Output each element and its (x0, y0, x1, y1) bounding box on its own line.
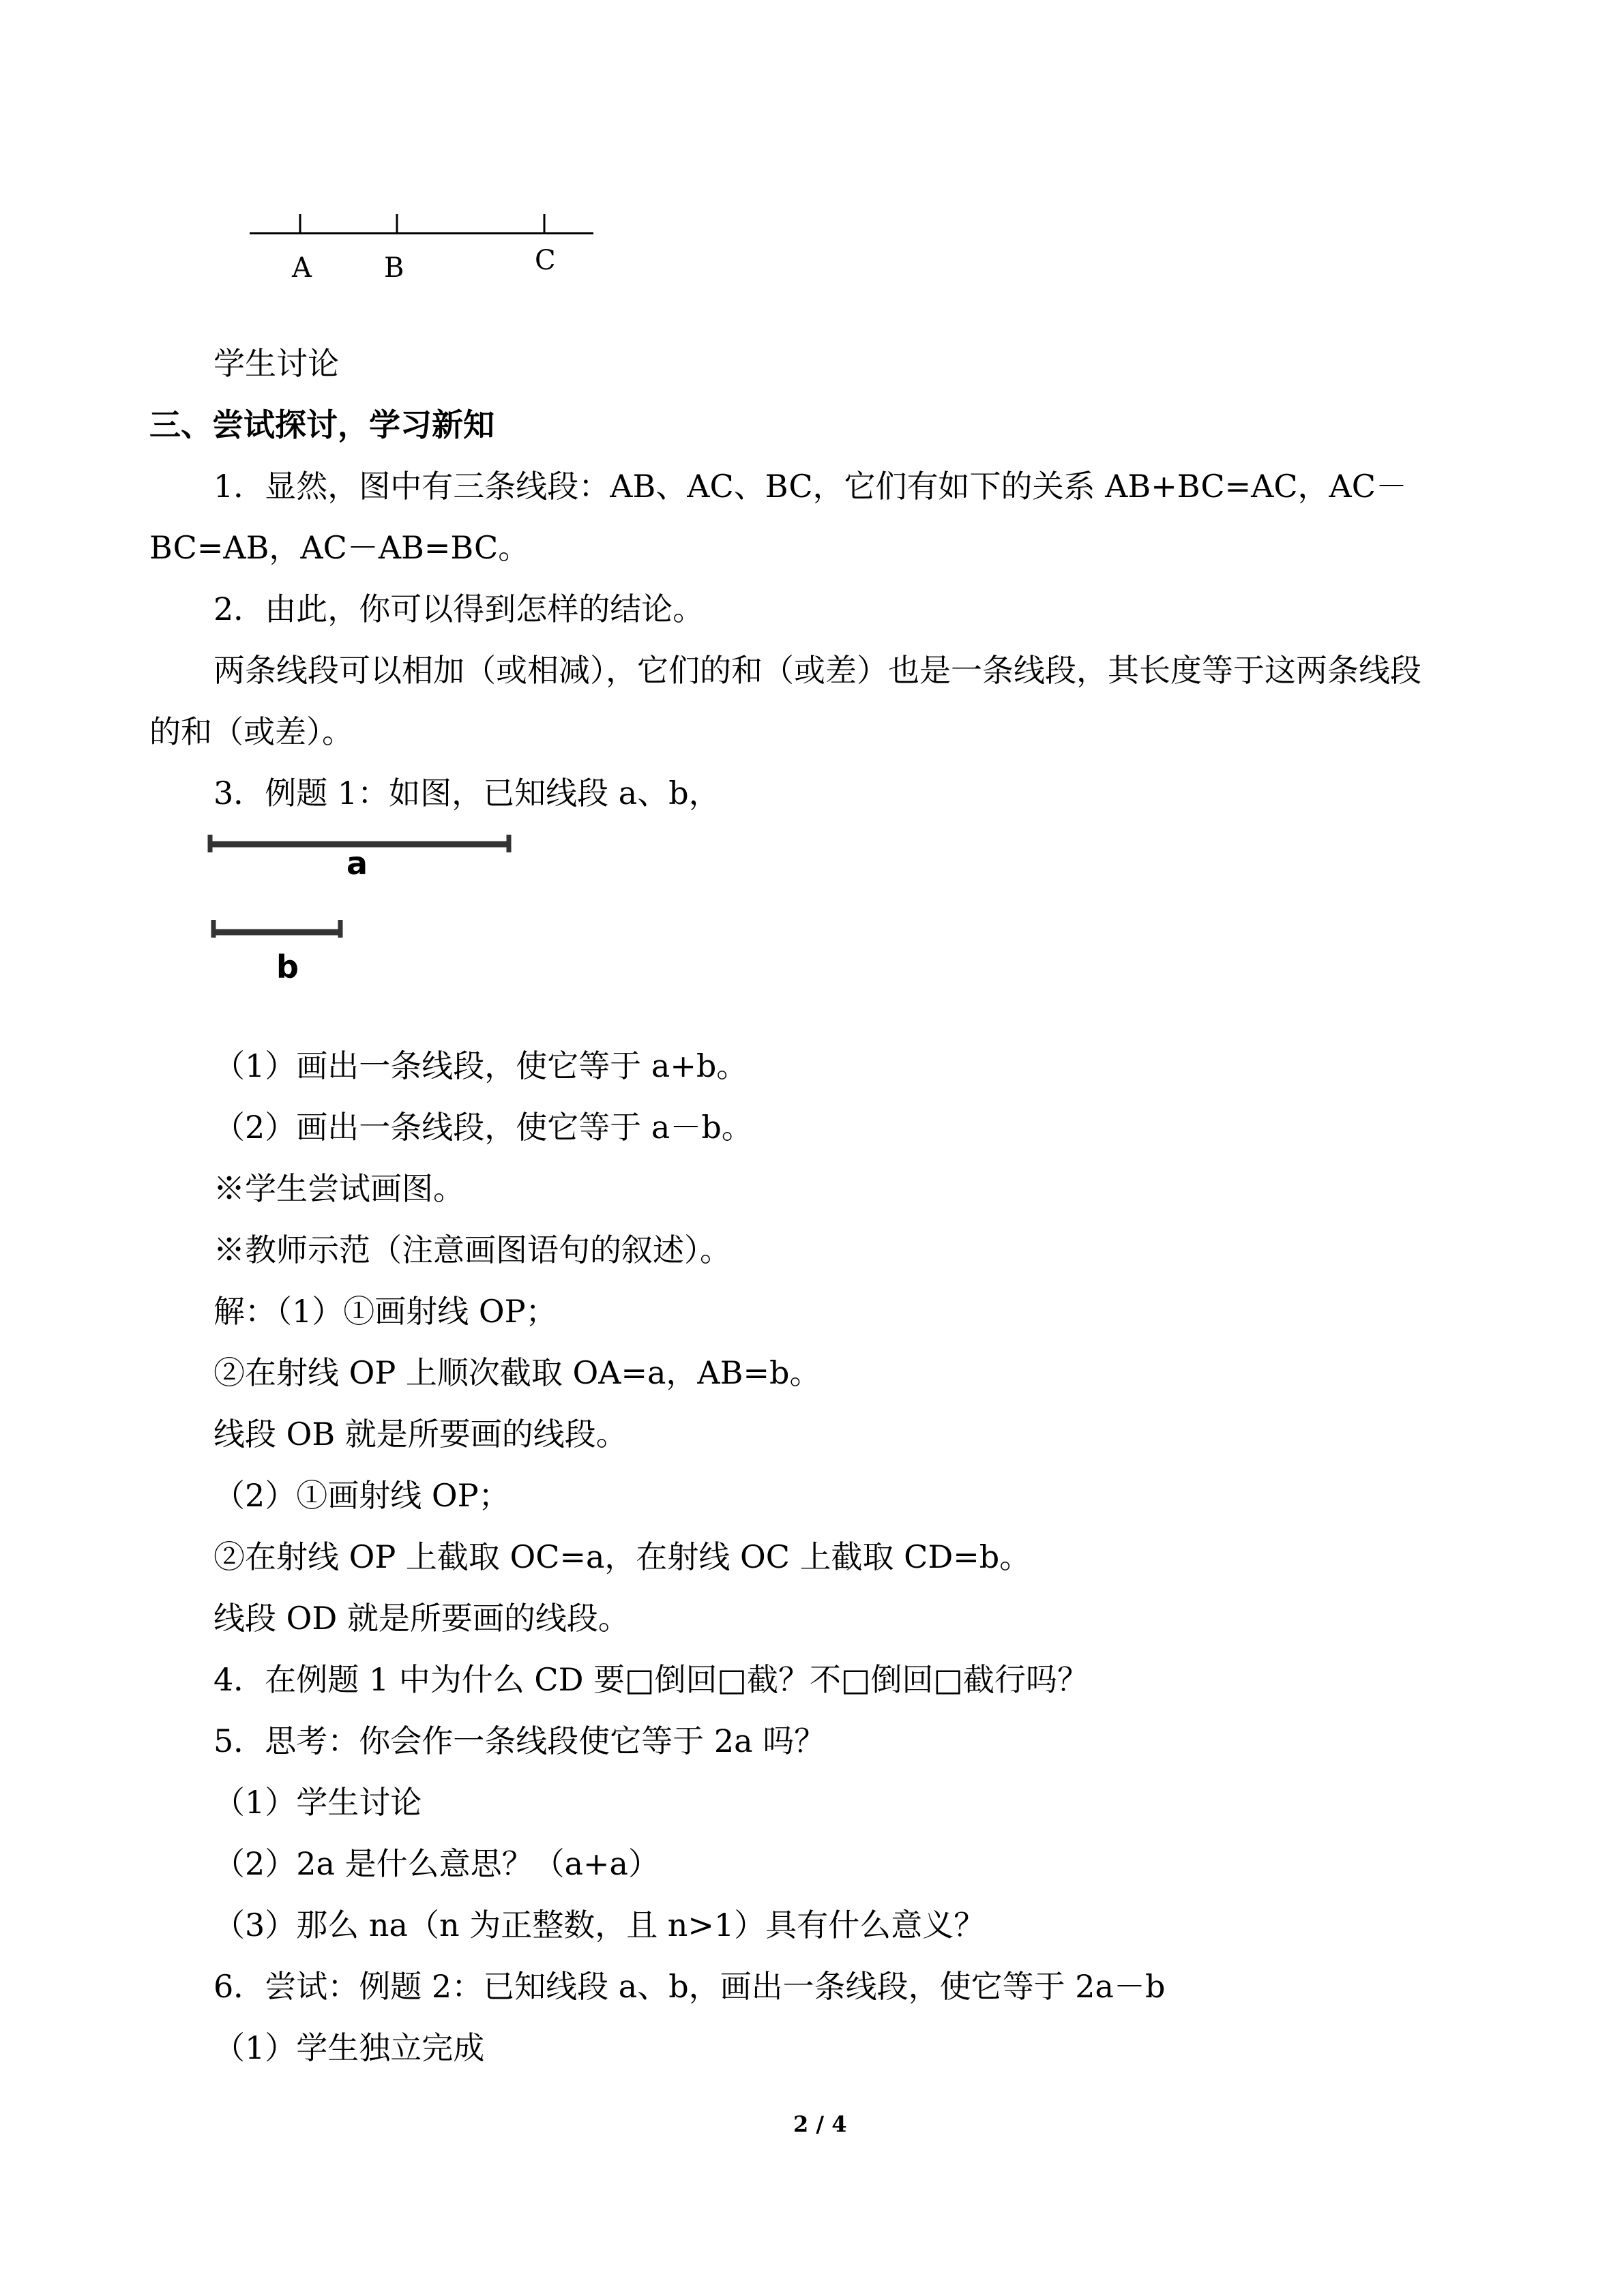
text-line-2: 2．由此，你可以得到怎样的结论。 (213, 591, 705, 627)
text-line-example1: 3．例题 1：如图，已知线段 a、b， (213, 775, 720, 811)
point-label-b: B (384, 252, 404, 284)
segment-a-label: a (346, 845, 368, 882)
point-label-c: C (535, 245, 556, 276)
text-line-question5: 5．思考：你会作一条线段使它等于 2a 吗？ (213, 1723, 826, 1759)
section-heading: 三、尝试探讨，学习新知 (149, 406, 494, 443)
text-line-task2: （2）画出一条线段，使它等于 a－b。 (213, 1109, 753, 1146)
text-line-teacher-demo: ※教师示范（注意画图语句的叙述）。 (213, 1232, 731, 1268)
text-line-1a: 1．显然，图中有三条线段：AB、AC、BC，它们有如下的关系 AB+BC=AC，AC－ (213, 468, 1407, 505)
text-line-question4: 4．在例题 1 中为什么 CD 要□倒回□截？不□倒回□截行吗？ (213, 1661, 1089, 1698)
text-line-solution-1c: 线段 OB 就是所要画的线段。 (213, 1416, 628, 1452)
text-line-ex2-1: （1）学生独立完成 (213, 2029, 485, 2066)
text-line-solution-1b: ②在射线 OP 上顺次截取 OA=a，AB=b。 (213, 1354, 821, 1391)
text-line-solution-1: 解：（1）①画射线 OP； (213, 1293, 557, 1330)
text-line-solution-2b: ②在射线 OP 上截取 OC=a，在射线 OC 上截取 CD=b。 (213, 1538, 1031, 1575)
text-line-q5-2: （2）2a 是什么意思？（a+a） (213, 1845, 660, 1882)
text-line-discussion: 学生讨论 (213, 345, 339, 382)
text-line-solution-2c: 线段 OD 就是所要画的线段。 (213, 1600, 630, 1637)
text-line-students-try: ※学生尝试画图。 (213, 1170, 464, 1207)
text-line-example2: 6．尝试：例题 2：已知线段 a、b，画出一条线段，使它等于 2a－b (213, 1968, 1166, 2005)
text-line-solution-2: （2）①画射线 OP； (213, 1477, 510, 1514)
text-line-1b: BC=AB，AC－AB=BC。 (149, 529, 530, 566)
segment-b-label: b (276, 949, 299, 985)
text-line-q5-1: （1）学生讨论 (213, 1784, 422, 1821)
text-line-task1: （1）画出一条线段，使它等于 a+b。 (213, 1047, 748, 1084)
text-line-conclusion-a: 两条线段可以相加（或相减），它们的和（或差）也是一条线段，其长度等于这两条线段 (213, 652, 1421, 689)
segment-b (207, 917, 350, 940)
text-line-q5-3: （3）那么 na（n 为正整数，且 n>1）具有什么意义？ (213, 1907, 986, 1943)
point-label-a: A (292, 252, 312, 284)
page-number: 2 / 4 (793, 2111, 847, 2137)
text-line-conclusion-b: 的和（或差）。 (149, 713, 353, 750)
